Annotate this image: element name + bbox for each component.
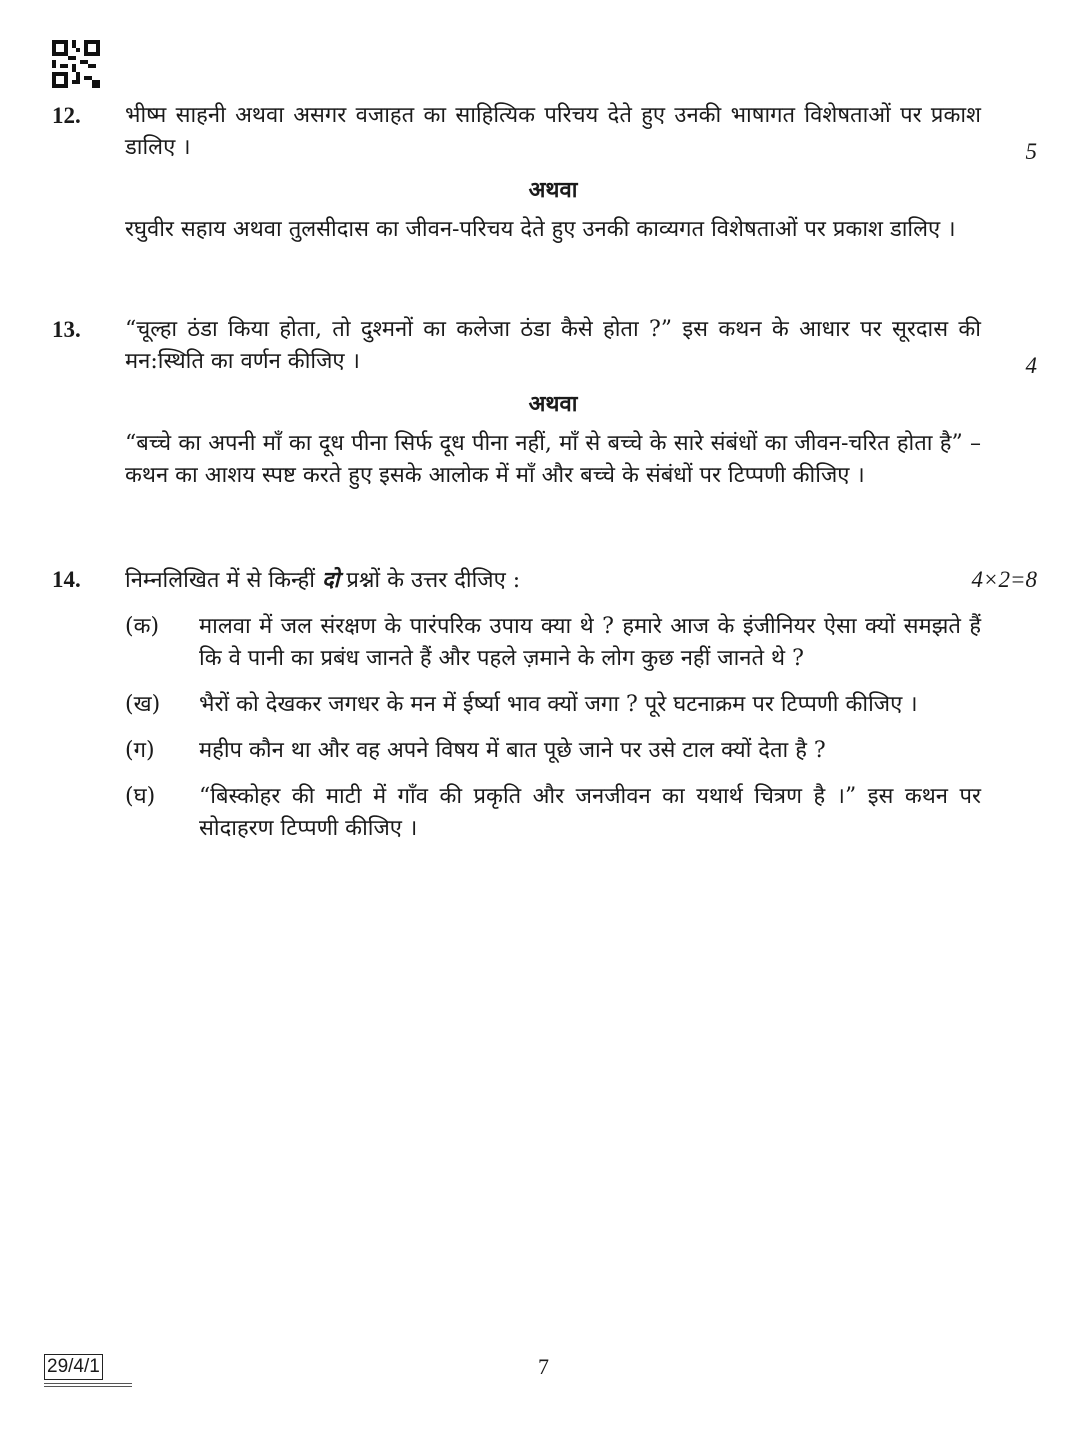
sub-question-ka [125,611,981,675]
sub-question-gha [125,781,981,845]
question-number: 12. [52,103,81,128]
sub-question-label: (ग) [125,738,155,763]
sub-question-text: भैरों को देखकर जगधर के मन में ईर्ष्या भाव क्यों जगा ? पूरे घटनाक्रम पर टिप्पणी कीजिए । [199,692,918,717]
marks: 5 [1025,139,1037,164]
question-14 [52,564,1037,845]
question-number: 13. [52,317,81,342]
marks: 4 [1025,353,1037,378]
sub-question-kha [125,689,981,721]
sub-question-ga [125,735,981,767]
alternative-question-text: रघुवीर सहाय अथवा तुलसीदास का जीवन-परिचय देते हुए उनकी काव्यगत विशेषताओं पर प्रकाश डालिए । [125,217,956,242]
question-text: “चूल्हा ठंडा किया होता, तो दुश्मनों का कलेजा ठंडा कैसे होता ?” इस कथन के आधार पर सूरदास की मन:स्थिति का वर्णन कीजिए । [125,317,981,374]
question-text [125,564,981,597]
sub-question-label: (ख) [125,692,161,717]
emphasis-count: दो [321,567,340,593]
marks: 4×2=8 [971,567,1037,592]
or-separator: अथवा [528,177,578,203]
sub-question-text: मालवा में जल संरक्षण के पारंपरिक उपाय क्या थे ? हमारे आज के इंजीनियर ऐसा क्यों समझते हैं कि वे पानी का प्रबंध जानते हैं और पहले ज़माने के लोग कुछ नहीं जानते थे ? [199,614,981,671]
question-text: भीष्म साहनी अथवा असगर वजाहत का साहित्यिक परिचय देते हुए उनकी भाषागत विशेषताओं पर प्रकाश डालिए । [125,103,981,160]
page-number: 7 [538,1354,549,1379]
sub-question-text: महीप कौन था और वह अपने विषय में बात पूछे जाने पर उसे टाल क्यों देता है ? [199,738,826,763]
qr-code-icon [52,40,100,88]
question-13 [52,314,1037,492]
question-12 [52,100,1037,246]
question-text-end: प्रश्नों के उत्तर दीजिए : [339,568,521,593]
sub-question-text: “बिस्कोहर की माटी में गाँव की प्रकृति और जनजीवन का यथार्थ चित्रण है ।” इस कथन पर सोदाहरण टिप्पणी कीजिए । [199,784,981,841]
paper-code: 29/4/1 [44,1354,103,1380]
sub-question-label: (घ) [125,784,156,809]
alternative-question-text: “बच्चे का अपनी माँ का दूध पीना सिर्फ दूध पीना नहीं, माँ से बच्चे के सारे संबंधों का जीवन-चरित होता है” – कथन का आशय स्पष्ट करते हुए इसके आलोक में माँ और बच्चे के संबंधों पर टिप्पणी कीजिए । [125,431,981,488]
barcode-strip-icon [44,1382,132,1388]
or-separator: अथवा [528,391,578,417]
sub-question-label: (क) [125,614,160,639]
question-text-start: निम्नलिखित में से किन्हीं [125,568,322,593]
question-number: 14. [52,567,81,592]
